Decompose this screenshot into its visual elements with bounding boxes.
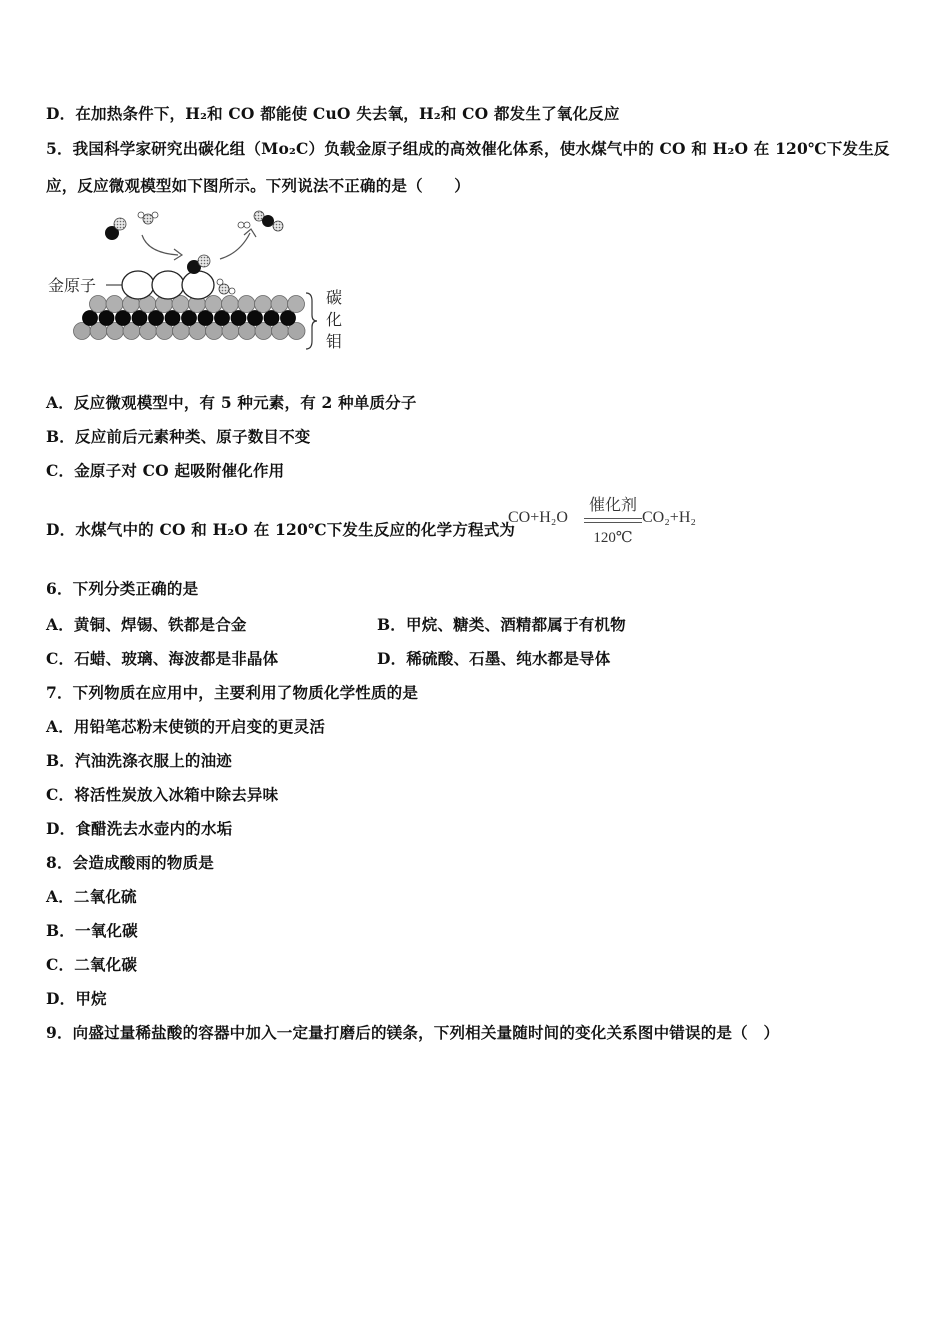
reaction-model-figure xyxy=(44,205,354,355)
lattice-atom xyxy=(198,311,213,326)
q7-option-b: B．汽油洗涤衣服上的油迹 xyxy=(46,751,233,770)
q6-option-d: D．稀硫酸、石墨、纯水都是导体 xyxy=(377,649,611,668)
lattice-atom xyxy=(231,311,246,326)
q6-option-a: A．黄铜、焊锡、铁都是合金 xyxy=(46,615,247,634)
lattice-atom xyxy=(132,311,147,326)
lattice-atom xyxy=(205,296,222,313)
lattice-atom xyxy=(106,296,123,313)
h2o-molecule-incoming xyxy=(138,212,158,224)
lattice-atom xyxy=(99,311,114,326)
lattice-atom xyxy=(83,311,98,326)
lattice-atom xyxy=(264,311,279,326)
arrow-out-icon xyxy=(220,233,250,259)
q5-option-c: C．金原子对 CO 起吸附催化作用 xyxy=(46,461,285,480)
lattice-atom xyxy=(271,296,288,313)
q7-option-d: D．食醋洗去水壶内的水垢 xyxy=(46,819,233,838)
lattice-atom xyxy=(182,311,197,326)
q9-stem: 9．向盛过量稀盐酸的容器中加入一定量打磨后的镁条，下列相关量随时间的变化关系图中错误的是（ ） xyxy=(46,1023,780,1042)
lattice-atom xyxy=(248,311,263,326)
equation-bar xyxy=(584,518,642,519)
q6-stem: 6．下列分类正确的是 xyxy=(46,579,199,598)
equation-catalyst: 催化剂 xyxy=(588,497,637,514)
gold-atom-label: 金原子 xyxy=(48,276,97,295)
lattice-atom xyxy=(255,296,272,313)
co-molecule-incoming xyxy=(105,218,126,240)
carbide-label-3: 钼 xyxy=(326,332,343,351)
lattice-atom xyxy=(238,296,255,313)
q8-option-b: B．一氧化碳 xyxy=(46,921,138,940)
arrow-in-icon xyxy=(142,235,178,255)
chemical-equation xyxy=(508,492,728,550)
equation-bar xyxy=(584,522,642,523)
q6-option-c: C．石蜡、玻璃、海波都是非晶体 xyxy=(46,649,279,668)
carbide-label-1: 碳 xyxy=(326,288,343,307)
equation-reactants: CO+H₂O xyxy=(508,509,568,526)
q8-option-a: A．二氧化硫 xyxy=(46,887,137,906)
q7-option-c: C．将活性炭放入冰箱中除去异味 xyxy=(46,785,279,804)
equation-products: CO₂+H₂ xyxy=(642,509,696,526)
q5-option-d: D．水煤气中的 CO 和 H₂O 在 120℃下发生反应的化学方程式为 xyxy=(46,520,516,539)
q5-option-a: A．反应微观模型中，有 5 种元素，有 2 种单质分子 xyxy=(46,393,417,412)
q7-option-a: A．用铅笔芯粉末使锁的开启变的更灵活 xyxy=(46,717,326,736)
lattice-atom xyxy=(222,296,239,313)
lattice-atom xyxy=(116,311,131,326)
q8-option-c: C．二氧化碳 xyxy=(46,955,138,974)
equation-condition: 120℃ xyxy=(593,530,633,546)
q8-option-d: D．甲烷 xyxy=(46,989,107,1008)
q4-option-d: D．在加热条件下，H₂和 CO 都能使 CuO 失去氧，H₂和 CO 都发生了氧化反应 xyxy=(46,104,620,123)
lattice-atom xyxy=(215,311,230,326)
h2o-adsorbed xyxy=(217,279,235,294)
q5-stem-line1: 5．我国科学家研究出碳化组（Mo₂C）负载金原子组成的高效催化体系，使水煤气中的 CO 和 H₂O 在 120℃下发生反 xyxy=(46,139,890,158)
carbide-label-2: 化 xyxy=(326,310,343,329)
q8-stem: 8．会造成酸雨的物质是 xyxy=(46,853,214,872)
q7-stem: 7．下列物质在应用中，主要利用了物质化学性质的是 xyxy=(46,683,419,702)
co2-molecule-outgoing xyxy=(254,211,283,231)
brace-icon xyxy=(306,293,317,349)
lattice-atom xyxy=(149,311,164,326)
q5-stem-line2: 应，反应微观模型如下图所示。下列说法不正确的是（ ） xyxy=(46,176,470,195)
co-adsorbed xyxy=(187,255,210,274)
q6-option-b: B．甲烷、糖类、酒精都属于有机物 xyxy=(377,615,626,634)
lattice-atom xyxy=(281,311,296,326)
lattice-atom xyxy=(165,311,180,326)
h2-molecule-outgoing xyxy=(238,222,250,228)
lattice-atom xyxy=(90,296,107,313)
lattice-atom xyxy=(288,296,305,313)
q5-option-b: B．反应前后元素种类、原子数目不变 xyxy=(46,427,311,446)
gold-atoms xyxy=(122,271,214,299)
